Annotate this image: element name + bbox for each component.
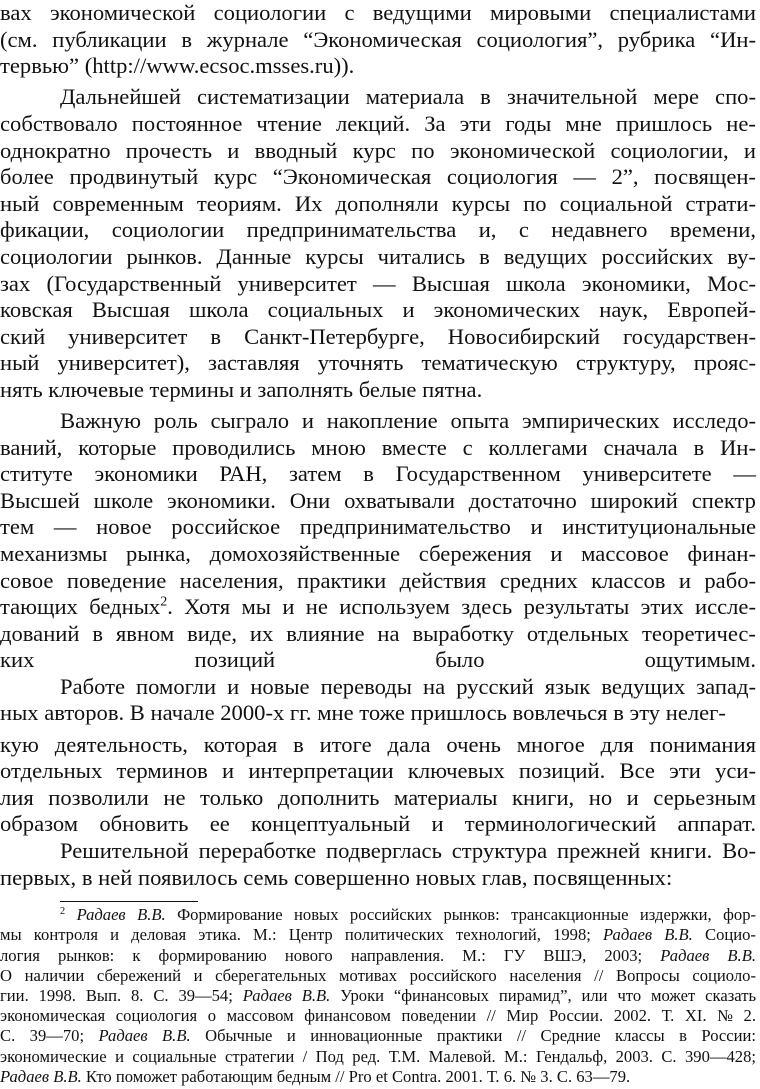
text-line — [0, 27, 760, 54]
footnote-line-content — [60, 905, 756, 925]
text-line-content: более продвинутый курс “Экономическая социология — 2”, посвящен- — [0, 164, 756, 190]
text-line — [0, 297, 760, 324]
text-line-content: ных авторов. В начале 2000-х гг. мне тоже пришлось вовлечься в эту нелег- — [0, 700, 726, 726]
text-line — [0, 0, 760, 27]
text-line — [0, 647, 760, 674]
footnote-text: Кто поможет работающим бедным // Pro et Contra. 2001. Т. 6. № 3. С. 63—79. — [81, 1066, 631, 1086]
text-line — [0, 785, 760, 812]
text-line-content: образом обновить ее концептуальный и терминологический аппарат. — [0, 811, 756, 837]
text-line — [0, 271, 760, 298]
text-line-content: тем — новое российское предпринимательство и институциональные — [0, 514, 756, 540]
text-line — [0, 53, 760, 80]
footnote-line — [0, 986, 760, 1006]
footnote-line — [0, 1026, 760, 1046]
footnote-text: Социо- — [692, 925, 756, 945]
footnote-text: Уроки “финансовых пирамид”, или что может сказать — [330, 985, 757, 1005]
text-line-content: отдельных терминов и интерпретации ключевых позиций. Все эти уси- — [0, 758, 757, 784]
text-line — [0, 568, 760, 595]
footnote-author: Радаев В.В. — [242, 985, 331, 1005]
footnote-line-content — [0, 1067, 630, 1087]
footnote-line-content — [0, 946, 756, 966]
text-line-content: Решительной переработке подверглась структура прежней книги. Во- — [60, 838, 756, 863]
text-line — [0, 541, 760, 568]
text-line — [0, 514, 760, 541]
text-line-content: фикации, социологии предпринимательства и, с недавнего времени, — [0, 217, 756, 243]
text-line — [0, 621, 760, 648]
footnote-line-content: экономическая социология о массовом финансовом поведении // Мир России. 2002. Т. XI. № 2. — [0, 1006, 756, 1026]
footnote-author: Радаев В.В. — [0, 1066, 82, 1086]
text-line-content: дований в явном виде, их влияние на выработку отдельных теоретичес- — [0, 620, 756, 646]
text-line-content: ский университет в Санкт-Петербурге, Новосибирский государствен- — [0, 323, 757, 349]
text-line-content: социологии рынков. Данные курсы читались в ведущих российских ву- — [0, 243, 756, 269]
text-line — [0, 217, 760, 244]
text-line-content: тервью” (http://www.ecsoc.msses.ru)). — [0, 53, 355, 79]
footnote-line-content: экономические и социальные стратегии / Под ред. Т.М. Малевой. М.: Гендальф, 2003. С. 390—428; — [0, 1046, 756, 1066]
text-line — [0, 674, 760, 701]
footnote-author: Радаев В.В. — [76, 905, 166, 925]
footnote-line — [0, 946, 760, 966]
footnote-text: Обычные и инновационные практики // Средние классы в России: — [190, 1026, 757, 1046]
text-fragment: тающих бедных — [0, 594, 161, 620]
footnote-line — [0, 966, 760, 986]
footnote-text: логия рынков: к формированию нового направления. М.: ГУ ВШЭ, 2003; — [0, 945, 661, 965]
text-line-content — [0, 594, 756, 621]
text-line-content: Высшей школе экономики. Они охватывали достаточно широкий спектр — [0, 487, 756, 513]
text-line-content: совое поведение населения, практики действия средних классов и рабо- — [0, 567, 757, 593]
text-line — [0, 350, 760, 377]
footnote-line — [0, 1006, 760, 1026]
text-line-content: механизмы рынка, домохозяйственные сбережения и массовое финан- — [0, 540, 756, 566]
text-line-content: вах экономической социологии с ведущими мировыми специалистами — [0, 0, 757, 25]
text-line — [0, 732, 760, 759]
footnote-line-content — [0, 1026, 756, 1046]
text-line — [0, 164, 760, 191]
text-line-content: ный современным теориям. Их дополняли курсы по социальной страти- — [0, 190, 756, 216]
text-line — [0, 324, 760, 351]
text-line-content: лия позволили не только дополнить материалы книги, но и серьезным — [0, 784, 757, 810]
footnote-divider — [60, 901, 198, 902]
text-line — [0, 244, 760, 271]
text-line-content: (см. публикации в журнале “Экономическая социология”, рубрика “Ин- — [0, 26, 757, 52]
text-line-content: нять ключевые термины и заполнять белые пятна. — [0, 376, 483, 402]
text-line-content: собствовало постоянное чтение лекций. За эти годы мне пришлось не- — [0, 110, 756, 136]
text-line-content: ный университет), заставляя уточнять тематическую структуру, прояс- — [0, 350, 756, 376]
text-line — [0, 838, 760, 865]
footnote-author: Радаев В.В. — [660, 945, 756, 965]
footnote-text: мы контроля и деловая этика. М.: Центр политических технологий, 1998; — [0, 925, 604, 945]
text-line — [0, 377, 760, 404]
text-line — [0, 84, 760, 111]
text-line-content: ких позиций было ощутимым. — [0, 647, 756, 673]
text-line — [0, 811, 760, 838]
text-line-content: ваний, которые проводились мною вместе с коллегами сначала в Ин- — [0, 434, 756, 460]
footnote-line — [0, 1067, 760, 1087]
text-line-content: Дальнейшей систематизации материала в значительной мере спо- — [60, 84, 756, 110]
footnote-author: Радаев В.В. — [98, 1026, 191, 1046]
text-fragment: . Хотя мы и не используем здесь результаты этих иссле- — [167, 594, 756, 620]
text-line — [0, 191, 760, 218]
text-line — [0, 700, 760, 727]
footnote-marker: 2 — [60, 905, 66, 917]
text-line-content: ковская Высшая школа социальных и экономических наук, Европей- — [0, 297, 757, 322]
text-line — [0, 435, 760, 462]
footnote-author: Радаев В.В. — [603, 925, 693, 945]
text-line — [0, 111, 760, 138]
text-line — [0, 461, 760, 488]
footnote-reference[interactable]: 2 — [160, 594, 168, 610]
text-line — [0, 488, 760, 515]
footnote-line-content — [0, 986, 756, 1006]
footnote-line — [0, 1047, 760, 1067]
footnote-line — [0, 905, 760, 925]
text-line-content: кую деятельность, которая в итоге дала очень многое для понимания — [0, 731, 756, 757]
footnote-line-content — [0, 925, 756, 945]
footnote-text: гии. 1998. Вып. 8. С. 39—54; — [0, 985, 243, 1005]
text-line — [0, 758, 760, 785]
text-line-content: ституте экономики РАН, затем в Государственном университете — — [0, 461, 756, 487]
footnote-line-content: О наличии сбережений и сберегательных мотивах российского населения // Вопросы социоло- — [0, 965, 756, 985]
text-line-content: зах (Государственный университет — Высшая школа экономики, Мос- — [0, 270, 757, 296]
footnote-text: Формирование новых российских рынков: трансакционные издержки, фор- — [165, 905, 757, 925]
text-line — [0, 408, 760, 435]
text-line-content: однократно прочесть и вводный курс по экономической социологии, и — [0, 137, 756, 163]
footnote-line — [0, 925, 760, 945]
text-line-content: Важную роль сыграло и накопление опыта эмпирических исследо- — [60, 408, 757, 433]
footnote-text: С. 39—70; — [0, 1026, 99, 1046]
text-line — [0, 865, 760, 892]
text-line-content: первых, в ней появилось семь совершенно новых глав, посвященных: — [0, 864, 673, 890]
text-line-content: Работе помогли и новые переводы на русский язык ведущих запад- — [60, 673, 757, 699]
text-line — [0, 138, 760, 165]
text-line — [0, 594, 760, 621]
